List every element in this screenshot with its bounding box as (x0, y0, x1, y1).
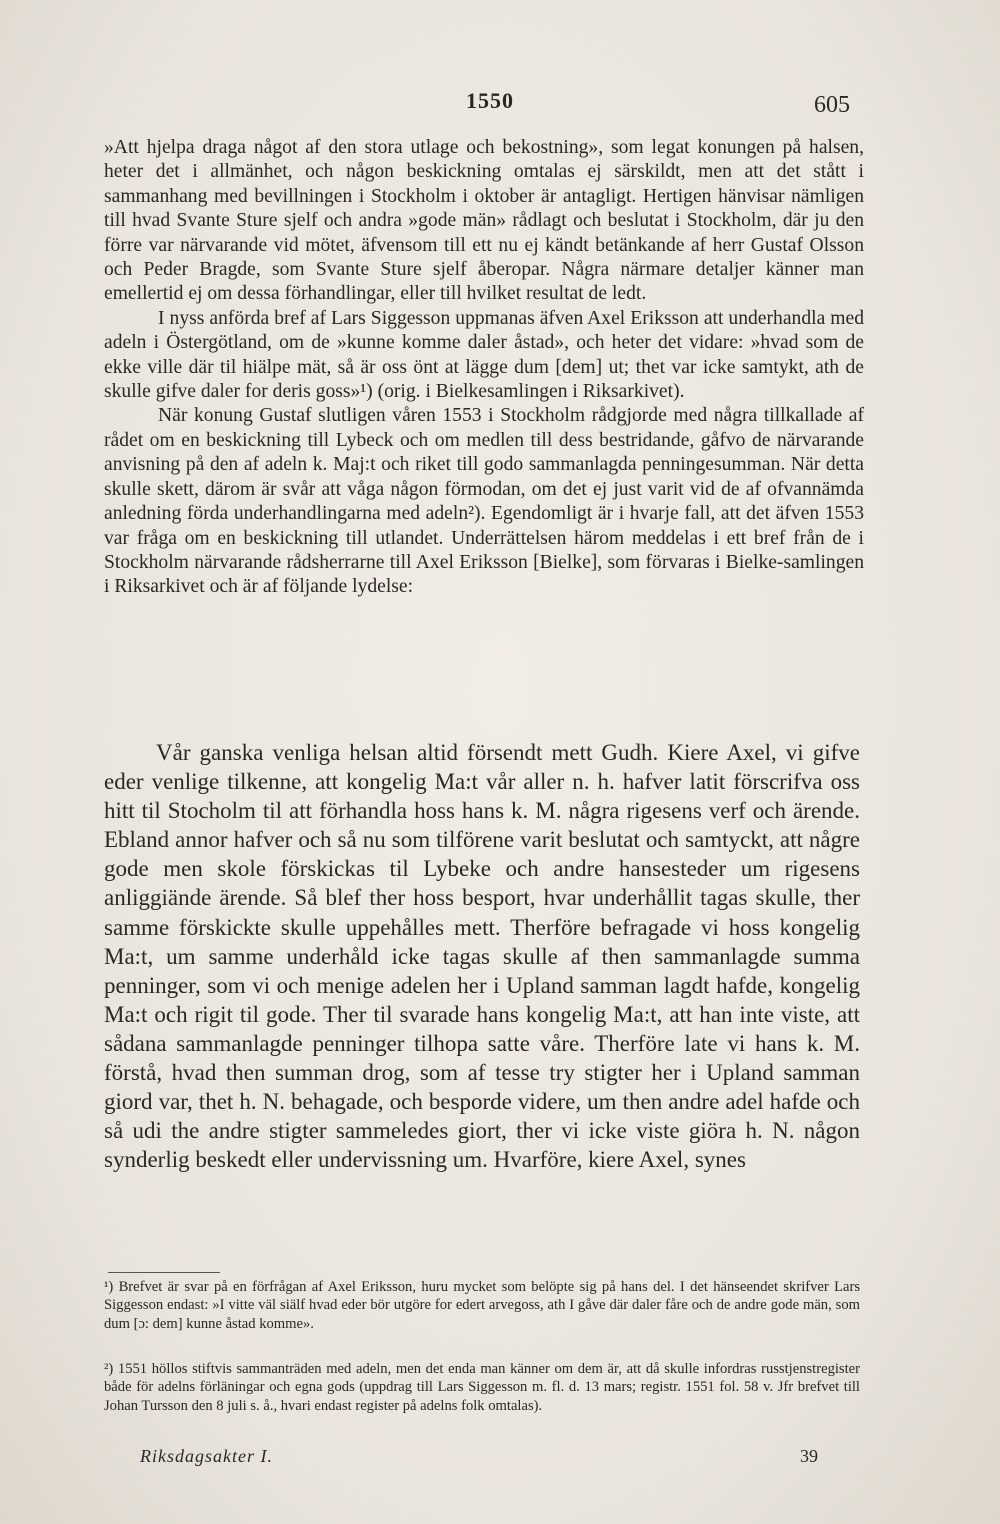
quoted-letter (104, 738, 860, 1174)
paragraph: I nyss anförda bref af Lars Siggesson uppmanas äfven Axel Eriksson att underhandla med adeln i Östergötland, om de »kunne komme daler åstad», och heter det vidare: »hvad som de ekke ville där til hiälpe mät, så är oss önt at lägge dum [dem] ut; thet var icke samtykt, ath de skulle gifve daler for deris goss»¹) (orig. i Bielkesamlingen i Riksarkivet). (104, 307, 864, 403)
footnote-mark: ¹) (104, 1279, 114, 1295)
page-number: 605 (814, 92, 850, 118)
signature-mark: Riksdagsakter I. (140, 1446, 273, 1466)
footnote-text: 1551 höllos stiftvis sammanträden med adeln, men det enda man känner om dem är, att då skulle infordras russtjenstregister både för adelns förläningar och egna gods (uppdrag till Lars Siggesson m. fl. d. 13 mars; registr. 1551 fol. 58 v. Jfr brefvet till Johan Tursson den 8 juli s. å., hvari endast register på adelns folk omtalas). (104, 1361, 860, 1414)
footnote-text: Brefvet är svar på en förfrågan af Axel Eriksson, huru mycket som belöpte sig på hans del. I det hänseendet skrifver Lars Siggesson endast: »I vitte väl siälf hvad eder bör utgöre for edert arvegoss, ath I gåve där daler fåre och de andre gode män, som dum [ɔ: dem] kunne åstad komme». (104, 1279, 861, 1332)
paragraph: »Att hjelpa draga något af den stora utlage och bekostning», som legat konungen på halsen, heter det i allmänhet, och någon beskickning omtalas ej särskildt, men att det stått i sammanhang med bevillningen i Stockholm i oktober är antagligt. Hertigen hänvisar nämligen till hvad Svante Sture sjelf och andra »gode män» rådlagt och beslutat i Stockholm, där ju den förre var närvarande vid mötet, äfvensom till ett nu ej kändt betänkande af herr Gustaf Olsson och Peder Bragde, som Svante Sture sjelf åberopar. Några närmare detaljer känner man emellertid ej om dessa förhandlingar, eller till hvilket resultat de ledt. (104, 137, 864, 305)
footnote-mark: ²) (104, 1361, 114, 1377)
letter-text: Vår ganska venliga helsan altid försendt mett Gudh. Kiere Axel, vi gifve eder venlige tilkenne, att kongelig Ma:t vår aller n. h. hafver latit förscrifva oss hitt til Stocholm til att förhandla hoss hans k. M. några rigesens verf och ärende. Ebland annor hafver och så nu som tilförene varit beslutat och samtyckt, att någre gode men skole förskickas til Lybeke och andre hansesteder um rigesens anliggiände ärende. Så blef ther hoss besport, hvar underhållit tagas skulle, ther samme förskickte skulle uppehålles mett. Therföre befragade vi hoss kongelig Ma:t, um samme underhåld icke tagas skulle af then sammanlagde summa penninger, som vi och menige adelen her i Upland samman lagdt hafde, kongelig Ma:t och rigit til gode. Ther til svarade hans kongelig Ma:t, att han inte viste, att sådana sammanlagde penninger tilhopa satte våre. Therföre late vi hans k. M. förstå, hvad then summan drog, som af tesse try stigter her i Upland samman giord var, thet h. N. behagade, och besporde videre, um then andre adel hafde och så udi the andre stigter sammeledes giort, ther vi icke viste giöra h. N. någon synderlig beskedt eller undervissning um. Hvarföre, kiere Axel, synes (104, 740, 860, 1173)
sheet-number: 39 (800, 1446, 818, 1466)
footnote-rule (108, 1272, 220, 1273)
paragraph: När konung Gustaf slutligen våren 1553 i Stockholm rådgjorde med några tillkallade af rådet om en beskickning till Lybeck och om medlen till dess bestridande, gåfvo de närvarande anvisning på den af adeln k. Maj:t och riket till godo sammanlagda penningesumman. När detta skulle skett, därom är svår att våga någon förmodan, om det ej just varit vid de af ofvannämda anledning förda underhandlingarna med adeln²). Egendomligt är i hvarje fall, att det äfven 1553 var fråga om en beskickning till utlandet. Underrättelsen härom meddelas i ett bref från de i Stockholm närvarande rådsherrarne till Axel Eriksson [Bielke], som förvaras i Bielke-samlingen i Riksarkivet och är af följande lydelse: (104, 405, 864, 598)
footnote-2 (104, 1360, 860, 1415)
page-year-heading: 1550 (466, 88, 514, 113)
footnote-1 (104, 1278, 860, 1333)
body-text (104, 136, 864, 600)
